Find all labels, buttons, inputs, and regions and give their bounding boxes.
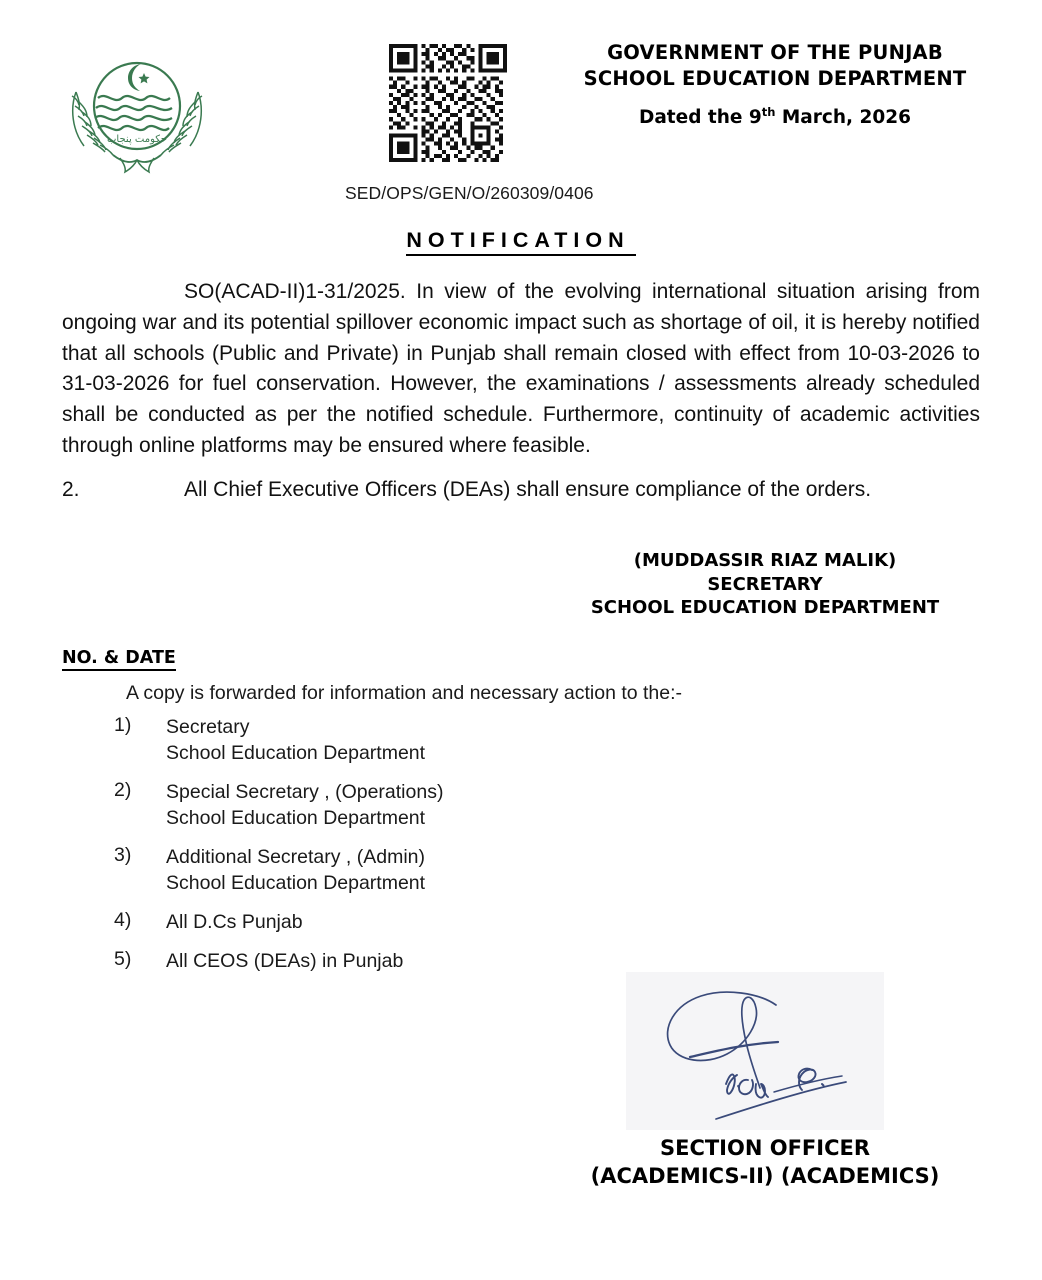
list-item-line2: School Education Department bbox=[166, 742, 426, 764]
list-item-line2: School Education Department bbox=[166, 807, 426, 829]
paragraph-2-text: All Chief Executive Officers (DEAs) shall ensure compliance of the orders. bbox=[184, 477, 872, 501]
government-title-line2: SCHOOL EDUCATION DEPARTMENT bbox=[583, 67, 967, 90]
document-date bbox=[540, 106, 1010, 130]
list-item-line2: School Education Department bbox=[166, 872, 426, 894]
document-header bbox=[0, 0, 1042, 180]
government-header-text bbox=[540, 40, 1010, 130]
list-item-line1: All CEOS (DEAs) in Punjab bbox=[166, 950, 404, 972]
list-item-line1: All D.Cs Punjab bbox=[166, 911, 303, 933]
signatory-block bbox=[520, 549, 1010, 620]
notification-title-text: NOTIFICATION bbox=[406, 228, 635, 256]
list-item-number: 4) bbox=[114, 909, 132, 931]
body-paragraph-2 bbox=[62, 475, 980, 506]
handwritten-signature-icon bbox=[626, 972, 884, 1130]
footer-line2: (ACADEMICS-II) (ACADEMICS) bbox=[590, 1164, 940, 1188]
reference-number: SED/OPS/GEN/O/260309/0406 bbox=[345, 183, 594, 203]
list-item-number: 3) bbox=[114, 844, 132, 866]
list-item bbox=[114, 909, 814, 935]
page-title bbox=[0, 228, 1042, 253]
date-prefix: Dated the 9 bbox=[638, 107, 762, 128]
list-item-number: 1) bbox=[114, 714, 132, 736]
body-paragraph-1: SO(ACAD-II)1-31/2025. In view of the evolving international situation arising from ongoing war and its potential spillover economic impact such as shortage of oil, it is hereby notified that all schools (Public and Private) in Punjab shall remain closed with effect from 10-03-2026 to 31-03-2026 for fuel conservation. However, the examinations / assessments already scheduled shall be conducted as per the notified schedule. Furthermore, continuity of academic activities through online platforms may be ensured where feasible. bbox=[62, 280, 980, 457]
list-item-line1: Additional Secretary , (Admin) bbox=[166, 846, 426, 868]
list-item bbox=[114, 948, 814, 974]
list-item-number: 2) bbox=[114, 779, 132, 801]
signatory-department: SCHOOL EDUCATION DEPARTMENT bbox=[590, 597, 940, 618]
date-ordinal-suffix: th bbox=[761, 104, 776, 119]
list-item bbox=[114, 714, 814, 766]
list-item-line1: Secretary bbox=[166, 716, 250, 738]
list-item bbox=[114, 844, 814, 896]
distribution-intro: A copy is forwarded for information and necessary action to the:- bbox=[126, 682, 683, 704]
distribution-list bbox=[114, 714, 814, 987]
no-and-date-heading: NO. & DATE bbox=[62, 648, 176, 671]
footer-designation bbox=[520, 1134, 1010, 1190]
paragraph-2-number: 2. bbox=[62, 477, 80, 501]
list-item bbox=[114, 779, 814, 831]
list-item-line1: Special Secretary , (Operations) bbox=[166, 781, 444, 803]
document-body bbox=[62, 277, 980, 506]
list-item-number: 5) bbox=[114, 948, 132, 970]
punjab-government-emblem-icon bbox=[62, 38, 212, 178]
signatory-name: (MUDDASSIR RIAZ MALIK) bbox=[633, 550, 897, 571]
signatory-designation: SECRETARY bbox=[707, 573, 823, 595]
footer-line1: SECTION OFFICER bbox=[659, 1136, 871, 1160]
government-title-line1: GOVERNMENT OF THE PUNJAB bbox=[607, 41, 943, 64]
qr-code-icon bbox=[389, 44, 507, 166]
emblem-urdu-label: حکومت پنجاب bbox=[107, 134, 167, 145]
date-suffix: March, 2026 bbox=[775, 107, 912, 128]
